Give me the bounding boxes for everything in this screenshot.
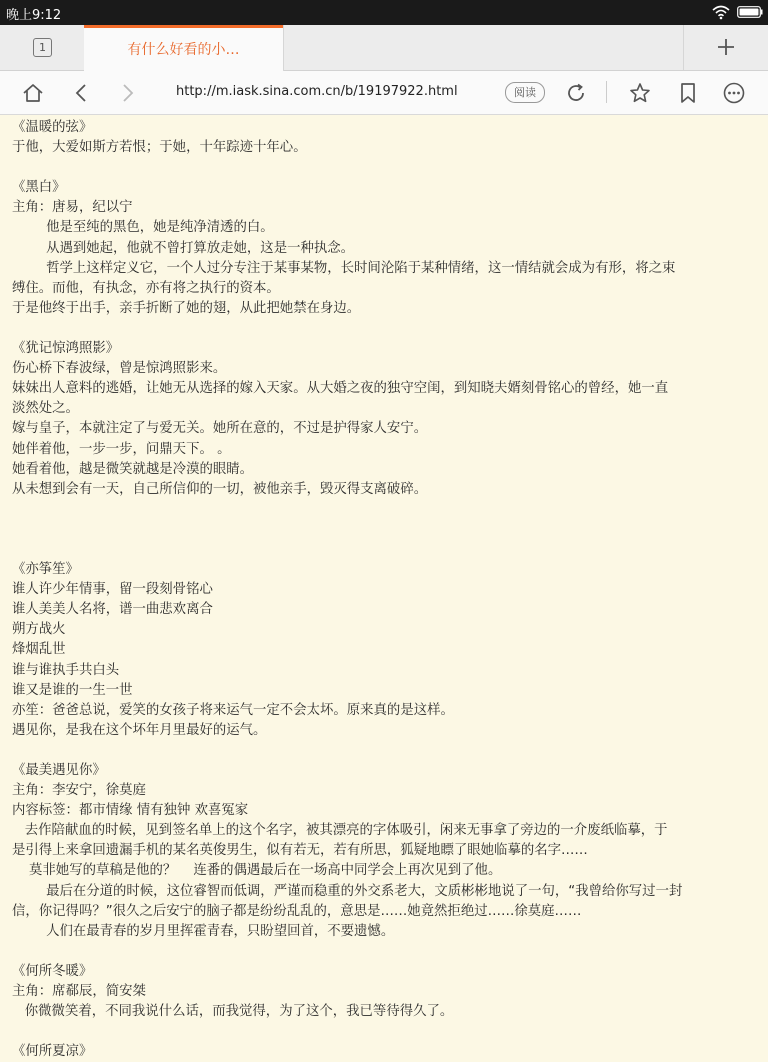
address-bar — [0, 71, 768, 115]
content-line: 谁与谁执手共白头 — [12, 662, 120, 678]
plus-icon — [717, 38, 735, 56]
blank-line — [12, 540, 760, 560]
content-line: 她伴着他，一步一步，问鼎天下。 。 — [12, 441, 231, 457]
tab-active[interactable] — [84, 25, 284, 71]
content-line: 信，你记得吗？”很久之后安宁的脑子都是纷纷乱乱的，意思是……她竟然拒绝过……徐莫庭…… — [12, 903, 582, 919]
content-line: 谁又是谁的一生一世 — [12, 682, 133, 698]
content-line: 内容标签：都市情缘 情有独钟 欢喜冤家 — [12, 803, 249, 819]
content-line: 从遇到她起，他就不曾打算放走她，这是一种执念。 — [12, 240, 355, 256]
content-line: 哲学上这样定义它，一个人过分专注于某事某物，长时间沦陷于某种情绪，这一情结就会成为有形，将之束 — [12, 260, 676, 276]
content-line: 朔方战火 — [12, 622, 66, 638]
blank-line — [12, 942, 760, 962]
content-line: 缚住。而他，有执念，亦有将之执行的资本。 — [12, 280, 280, 296]
content-line: 她看着他，越是微笑就越是冷漠的眼睛。 — [12, 461, 254, 477]
content-line: 《何所夏凉》 — [12, 1044, 93, 1060]
content-line: 《亦筝笙》 — [12, 562, 79, 578]
content-line: 最后在分道的时候，这位睿智而低调，严谨而稳重的外交系老大，文质彬彬地说了一句，“我曾给你写过一封 — [12, 883, 683, 899]
active-tab-title: 有什么好看的小… — [127, 42, 240, 58]
content-line: 《犹记惊鸿照影》 — [12, 341, 120, 357]
reader-mode-button[interactable]: 阅读 — [505, 82, 545, 103]
content-line: 从未想到会有一天，自己所信仰的一切，被他亲手，毁灭得支离破碎。 — [12, 481, 428, 497]
back-icon[interactable] — [70, 81, 94, 105]
content-line: 人们在最青春的岁月里挥霍青春，只盼望回首，不要遗憾。 — [12, 923, 395, 939]
active-tab-indicator — [84, 25, 283, 28]
content-line: 主角：李安宁，徐莫庭 — [12, 783, 146, 799]
tab-bar — [0, 25, 768, 71]
content-line: 去作陪献血的时候，见到签名单上的这个名字，被其漂亮的字体吸引，闲来无事拿了旁边的一介废纸临摹，于 — [12, 823, 668, 839]
content-line: 亦笙：爸爸总说，爱笑的女孩子将来运气一定不会太坏。原来真的是这样。 — [12, 702, 454, 718]
content-line: 莫非她写的草稿是他的？ 连番的偶遇最后在一场高中同学会上再次见到了他。 — [12, 863, 502, 879]
blank-line — [12, 319, 760, 339]
content-line: 遇见你，是我在这个坏年月里最好的运气。 — [12, 722, 267, 738]
content-line: 于是他终于出手，亲手折断了她的翅，从此把她禁在身边。 — [12, 300, 361, 316]
content-line: 是引得上来拿回遗漏手机的某名英俊男生，似有若无，若有所思，狐疑地瞟了眼她临摹的名字…… — [12, 843, 588, 859]
forward-icon[interactable] — [115, 81, 139, 105]
content-line: 嫁与皇子，本就注定了与爱无关。她所在意的，不过是护得家人安宁。 — [12, 421, 428, 437]
more-icon[interactable] — [722, 81, 746, 105]
blank-line — [12, 520, 760, 540]
new-tab-button[interactable] — [683, 25, 768, 70]
url-field[interactable]: http://m.iask.sina.com.cn/b/19197922.html — [176, 84, 458, 99]
content-line: 谁人美美人名将，谱一曲悲欢离合 — [12, 602, 213, 618]
content-line: 主角：唐易，纪以宁 — [12, 200, 133, 216]
blank-line — [12, 500, 760, 520]
tab-switcher-button[interactable] — [0, 25, 85, 70]
star-icon[interactable] — [628, 81, 652, 105]
content-line: 妹妹出人意料的逃婚，让她无从选择的嫁入天家。从大婚之夜的独守空闺，到知晓夫婿刻骨铭心的曾经，她一直 — [12, 381, 669, 397]
home-icon[interactable] — [21, 81, 45, 105]
content-line: 你微微笑着，不同我说什么话，而我觉得，为了这个，我已等待得久了。 — [12, 1004, 454, 1020]
content-line: 《温暖的弦》 — [12, 120, 93, 135]
content-line: 《何所冬暖》 — [12, 963, 93, 979]
content-line: 淡然处之。 — [12, 401, 79, 417]
wifi-icon — [712, 4, 730, 20]
blank-line — [12, 1022, 760, 1042]
blank-line — [12, 158, 760, 178]
content-line: 谁人许少年情事，留一段刻骨铭心 — [12, 582, 213, 598]
content-line: 《最美遇见你》 — [12, 763, 106, 778]
bookmark-icon[interactable] — [676, 81, 700, 105]
address-bar-divider — [606, 81, 607, 103]
content-line: 《黑白》 — [12, 180, 66, 196]
battery-icon — [737, 6, 763, 18]
content-line: 于他，大爱如斯方若恨；于她，十年踪迹十年心。 — [12, 140, 307, 156]
content-line: 他是至纯的黑色，她是纯净清透的白。 — [12, 220, 274, 236]
content-line: 伤心桥下春波绿，曾是惊鸿照影来。 — [12, 361, 227, 377]
status-time: 晚上9:12 — [6, 8, 62, 23]
status-bar — [0, 0, 768, 25]
content-line: 主角：席郗辰，简安桀 — [12, 984, 146, 1000]
page-content — [12, 118, 760, 1062]
blank-line — [12, 741, 760, 761]
content-line: 烽烟乱世 — [12, 642, 66, 658]
refresh-icon[interactable] — [564, 81, 588, 105]
tab-count-badge: 1 — [33, 38, 52, 57]
